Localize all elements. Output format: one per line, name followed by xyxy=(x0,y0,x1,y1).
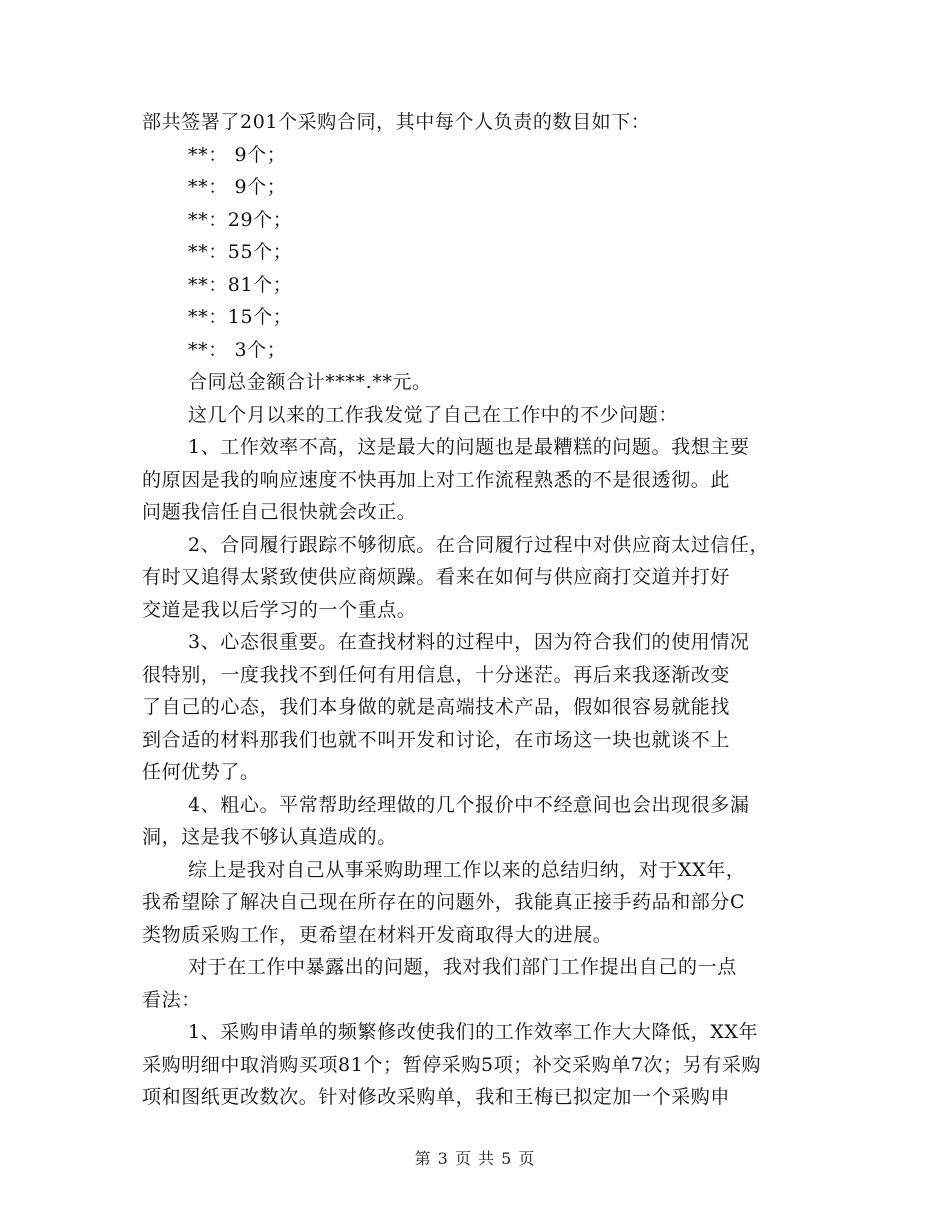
text-line: 部共签署了201个采购合同，其中每个人负责的数目如下： xyxy=(142,111,651,133)
text-line: 我希望除了解决自己现在所存在的问题外，我能真正接手药品和部分C xyxy=(142,891,746,913)
text-line: **： 9个； xyxy=(188,143,287,166)
text-line: 采购明细中取消购买项81个；暂停采购5项；补交采购单7次；另有采购 xyxy=(142,1053,762,1076)
page-footer: 第 3 页 共 5 页 xyxy=(414,1149,536,1168)
text-line: 看法： xyxy=(142,988,201,1011)
text-line: 的原因是我的响应速度不快再加上对工作流程熟悉的不是很透彻。此 xyxy=(142,468,731,491)
text-line: **： 3个； xyxy=(188,338,287,361)
text-line: **：15个； xyxy=(188,306,293,328)
text-line: 有时又追得太紧致使供应商烦躁。看来在如何与供应商打交道并打好 xyxy=(142,566,731,588)
text-line: 到合适的材料那我们也就不叫开发和讨论，在市场这一块也就谈不上 xyxy=(142,728,731,751)
text-line: 交道是我以后学习的一个重点。 xyxy=(142,598,417,621)
text-line: 1、采购申请单的频繁修改使我们的工作效率工作大大降低，XX年 xyxy=(188,1021,759,1043)
text-line: **：55个； xyxy=(188,241,293,263)
text-line: 问题我信任自己很快就会改正。 xyxy=(142,501,417,523)
text-line: 任何优势了。 xyxy=(142,761,260,783)
text-line: **： 9个； xyxy=(188,176,287,198)
text-line: 4、粗心。平常帮助经理做的几个报价中不经意间也会出现很多漏 xyxy=(188,793,750,816)
text-line: 合同总金额合计****.**元。 xyxy=(188,371,432,393)
document-body xyxy=(142,106,810,1114)
text-line: 3、心态很重要。在查找材料的过程中，因为符合我们的使用情况 xyxy=(188,631,750,653)
text-line: 项和图纸更改数次。针对修改采购单，我和王梅已拟定加一个采购申 xyxy=(142,1086,731,1108)
text-line: 了自己的心态，我们本身做的就是高端技术产品，假如很容易就能找 xyxy=(142,696,731,718)
text-line: 综上是我对自己从事采购助理工作以来的总结归纳，对于XX年， xyxy=(188,858,746,881)
text-line: **：81个； xyxy=(188,273,293,296)
text-line: 2、合同履行跟踪不够彻底。在合同履行过程中对供应商太过信任， xyxy=(188,533,770,556)
text-line: **：29个； xyxy=(188,208,293,231)
text-line: 很特别，一度我找不到任何有用信息，十分迷茫。再后来我逐渐改变 xyxy=(142,663,731,686)
text-line: 洞，这是我不够认真造成的。 xyxy=(142,826,397,848)
text-line: 1、工作效率不高，这是最大的问题也是最糟糕的问题。我想主要 xyxy=(188,436,750,458)
text-line: 对于在工作中暴露出的问题，我对我们部门工作提出自己的一点 xyxy=(188,956,737,978)
text-line: 类物质采购工作，更希望在材料开发商取得大的进展。 xyxy=(142,923,613,946)
text-line: 这几个月以来的工作我发觉了自己在工作中的不少问题： xyxy=(188,403,679,426)
